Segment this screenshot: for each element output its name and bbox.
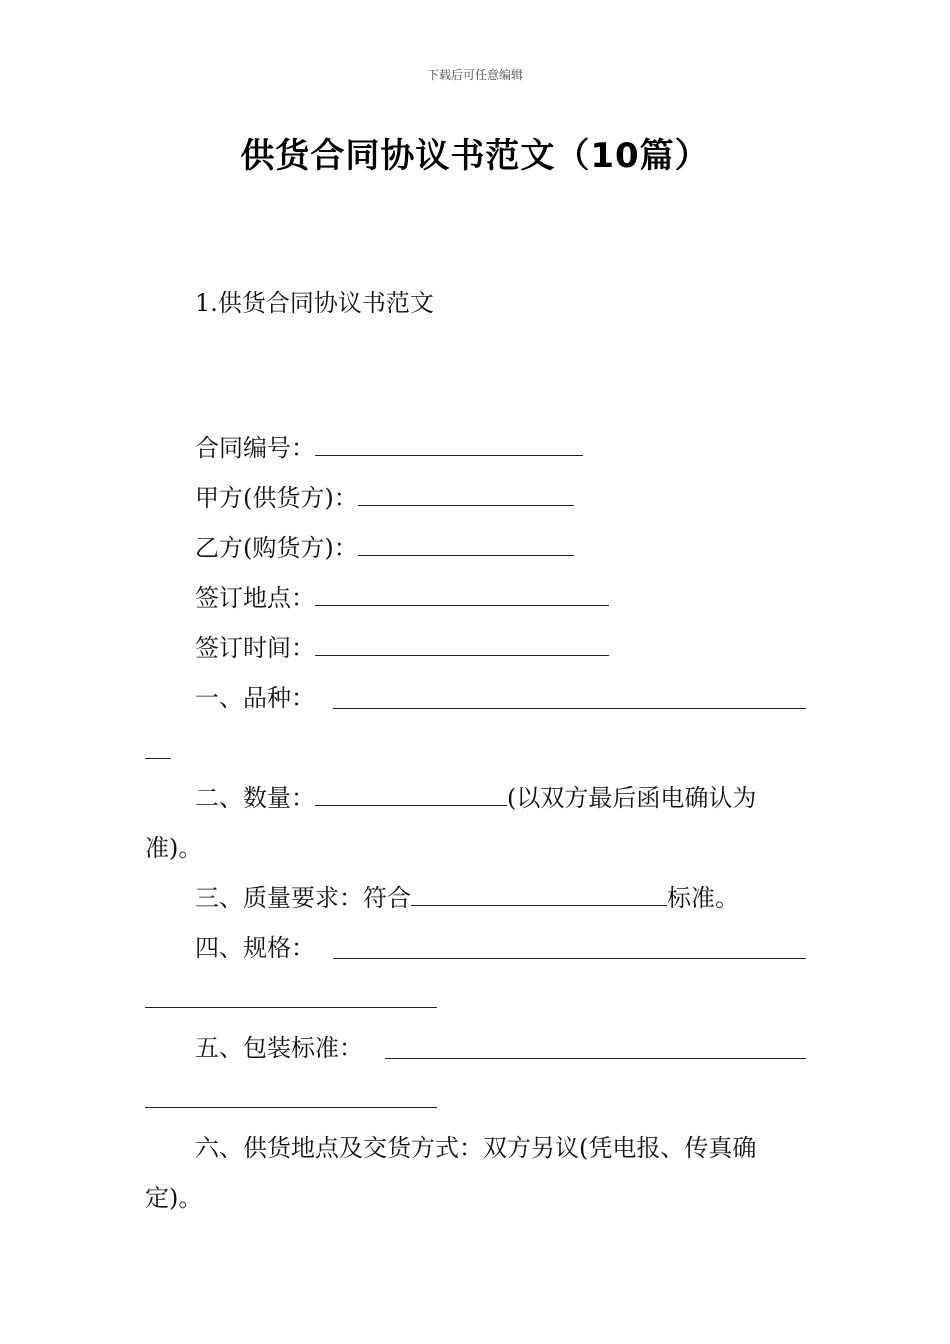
field-sign-place-blank: [315, 583, 609, 606]
clause-variety: [195, 682, 315, 714]
clause-quality: [195, 882, 739, 914]
clause-quality-label: 三、质量要求：符合: [195, 884, 411, 912]
clause-packing: [195, 1032, 363, 1064]
field-party-b: [195, 532, 574, 564]
field-sign-time: [195, 632, 609, 664]
section-heading: 1.供货合同协议书范文: [195, 289, 434, 317]
clause-delivery: 六、供货地点及交货方式：双方另议(凭电报、传真确: [195, 1134, 757, 1162]
field-party-a-blank: [358, 483, 574, 506]
clause-quantity-label: 二、数量：: [195, 784, 315, 812]
field-sign-place-label: 签订地点：: [195, 584, 315, 612]
clause-delivery-cont: 定)。: [145, 1184, 203, 1212]
field-party-a-label: 甲方(供货方)：: [195, 484, 358, 512]
clause-spec-label: 四、规格：: [195, 934, 315, 962]
clause-spec-blank-cont: [145, 1007, 437, 1008]
field-contract-no: [195, 432, 583, 464]
clause-variety-blank: [333, 708, 806, 709]
clause-packing-blank: [385, 1058, 806, 1059]
clause-quality-blank: [411, 883, 667, 906]
header-note: 下载后可任意编辑: [426, 68, 523, 82]
clause-packing-blank-cont: [145, 1107, 437, 1108]
clause-spec-blank: [333, 958, 806, 959]
clause-quantity-blank: [315, 783, 507, 806]
clause-quantity-tail: (以双方最后函电确认为: [507, 784, 757, 812]
clause-spec: [195, 932, 315, 964]
field-sign-place: [195, 582, 609, 614]
field-sign-time-label: 签订时间：: [195, 634, 315, 662]
clause-quality-tail: 标准。: [667, 884, 739, 912]
clause-quantity-cont: 准)。: [145, 834, 203, 862]
document-title: 供货合同协议书范文（10篇）: [240, 136, 710, 176]
field-contract-no-blank: [315, 433, 583, 456]
clause-variety-blank-cont: [145, 758, 171, 759]
clause-quantity: [195, 782, 756, 814]
field-party-b-blank: [358, 533, 574, 556]
clause-packing-label: 五、包装标准：: [195, 1034, 363, 1062]
field-party-b-label: 乙方(购货方)：: [195, 534, 358, 562]
field-party-a: [195, 482, 574, 514]
clause-variety-label: 一、品种：: [195, 684, 315, 712]
field-sign-time-blank: [315, 633, 609, 656]
field-contract-no-label: 合同编号：: [195, 434, 315, 462]
